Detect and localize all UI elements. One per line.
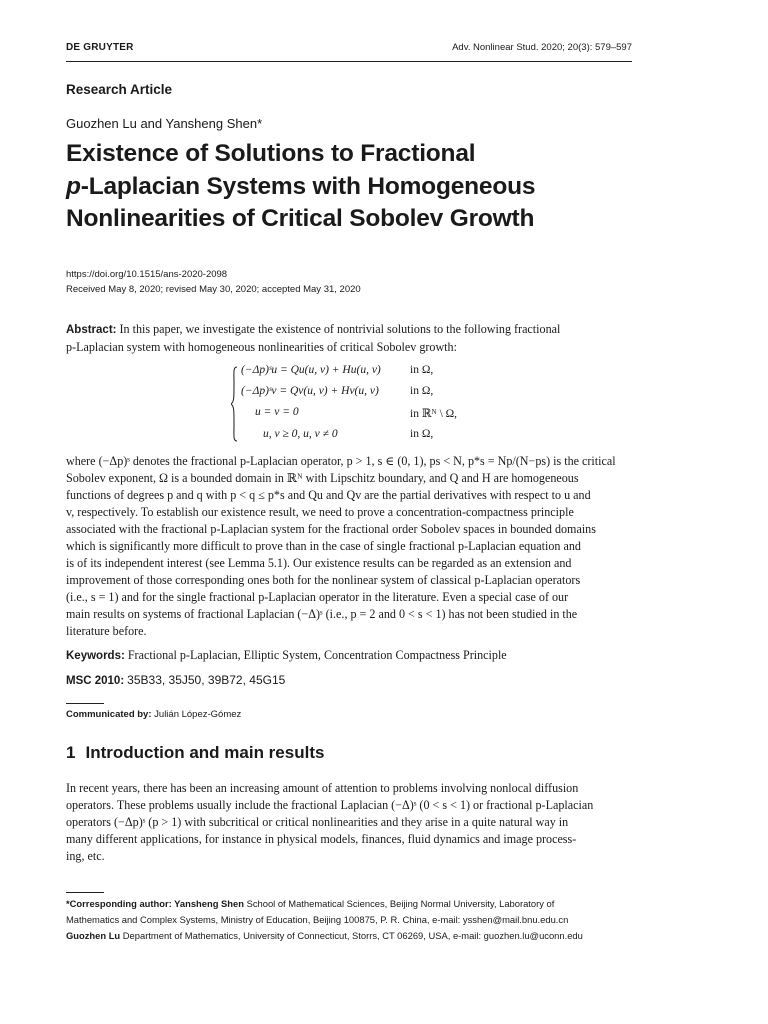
publisher-name: DE GRUYTER (66, 42, 134, 53)
abstract-label: Abstract: (66, 324, 117, 336)
divider (66, 892, 104, 893)
equation-row (241, 364, 491, 382)
footnote-text: School of Mathematical Sciences, Beijing Normal University, Laboratory of (246, 898, 555, 909)
equation-lhs: u, v ≥ 0, u, v ≠ 0 (263, 428, 338, 440)
section-heading (66, 743, 324, 763)
section-title: Introduction and main results (85, 743, 325, 762)
title-line: Existence of Solutions to Fractional (66, 140, 476, 167)
abstract-body-line: v, respectively. To establish our existence result, we need to prove a concentration-compactness principle (66, 505, 574, 519)
abstract (66, 321, 632, 356)
msc-classification (66, 673, 285, 688)
keywords-value: Fractional p-Laplacian, Elliptic System, Concentration Compactness Principle (127, 648, 507, 662)
abstract-body (66, 453, 632, 640)
equation-row (241, 428, 491, 446)
footnote-text: Mathematics and Complex Systems, Ministry of Education, Beijing 100875, P. R. China, e-mail: ysshen@mail.bnu.edu.cn (66, 914, 569, 926)
title-italic-p: p (66, 172, 81, 200)
intro-line: operators. These problems usually include the fractional Laplacian (−Δ)ˢ (0 < s < 1) or fractional p-Laplacian (66, 798, 594, 812)
abstract-line (66, 321, 632, 339)
footnote-line (66, 896, 632, 912)
equation-system (231, 364, 491, 446)
article-meta (66, 267, 361, 297)
section-number: 1 (66, 743, 76, 762)
equation-domain: in Ω, (410, 385, 434, 397)
footnotes (66, 896, 632, 945)
equation-row (241, 406, 491, 424)
intro-paragraph (66, 780, 632, 865)
abstract-body-line: associated with the fractional p-Laplacian system for the fractional order Sobolev spaces in bounded domains (66, 522, 596, 536)
journal-citation: Adv. Nonlinear Stud. 2020; 20(3): 579–597 (452, 42, 632, 53)
running-header (66, 42, 632, 62)
abstract-body-line: main results on systems of fractional Laplacian (−Δ)ˢ (i.e., p = 2 and 0 < s < 1) has not been studied in the (66, 607, 578, 621)
msc-label: MSC 2010: (66, 675, 125, 687)
equation-lhs: u = v = 0 (255, 406, 299, 418)
abstract-intro-line: p-Laplacian system with homogeneous nonlinearities of critical Sobolev growth: (66, 340, 457, 354)
title-line-rest: -Laplacian Systems with Homogeneous (80, 172, 536, 200)
abstract-body-line: where (−Δp)ˢ denotes the fractional p-Laplacian operator, p > 1, s ∈ (0, 1), ps < N, p*s = Np/(N−ps) is the critical (66, 454, 616, 468)
footnote-line (66, 928, 632, 944)
equation-domain: in ℝᴺ \ Ω, (410, 408, 458, 420)
authors: Guozhen Lu and Yansheng Shen* (66, 116, 263, 131)
footnote-label: Guozhen Lu (66, 930, 121, 942)
paper-title (66, 138, 636, 236)
divider (66, 703, 104, 704)
doi-link[interactable]: https://doi.org/10.1515/ans-2020-2098 (66, 269, 228, 280)
abstract-body-line: literature before. (66, 624, 147, 638)
equation-domain: in Ω, (410, 364, 434, 376)
equation-domain: in Ω, (410, 428, 434, 440)
keywords-label: Keywords: (66, 650, 125, 662)
abstract-body-line: functions of degrees p and q with p < q ≤ p*s and Qu and Qv are the partial derivatives with respect to u and (66, 488, 591, 502)
abstract-body-line: (i.e., s = 1) and for the single fractional p-Laplacian operator in the literature. Even a special case of our (66, 590, 569, 604)
brace-icon (231, 366, 238, 442)
footnote-text: Department of Mathematics, University of Connecticut, Storrs, CT 06269, USA, e-mail: guozhen.lu@uconn.edu (122, 930, 583, 942)
history-dates: Received May 8, 2020; revised May 30, 2020; accepted May 31, 2020 (66, 284, 361, 295)
intro-line: ing, etc. (66, 849, 105, 863)
abstract-body-line: is of its independent interest (see Lemma 5.1). Our existence results can be regarded as an extension and (66, 556, 572, 570)
abstract-body-line: which is significantly more difficult to prove than in the case of single fractional p-Laplacian equation and (66, 539, 581, 553)
equation-row (241, 385, 491, 403)
keywords (66, 648, 632, 663)
title-line (66, 171, 636, 204)
intro-line: operators (−Δp)ˢ (p > 1) with subcritical or critical nonlinearities and they arise in a quite natural way in (66, 815, 569, 829)
equation-lhs: (−Δp)ˢu = Qu(u, v) + Hu(u, v) (241, 364, 381, 376)
intro-line: In recent years, there has been an increasing amount of attention to problems involving nonlocal diffusion (66, 781, 579, 795)
footnote-label: *Corresponding author: Yansheng Shen (66, 898, 244, 909)
msc-value: 35B33, 35J50, 39B72, 45G15 (127, 673, 286, 687)
communicated-label: Communicated by: (66, 709, 152, 720)
abstract-body-line: improvement of those corresponding ones both for the nonlinear system of classical p-Laplacian operators (66, 573, 581, 587)
abstract-intro-line: In this paper, we investigate the existence of nontrivial solutions to the following fractional (119, 322, 561, 336)
intro-line: many different applications, for instance in physical models, finances, fluid dynamics and image process- (66, 832, 577, 846)
communicated-by (66, 709, 241, 720)
abstract-body-line: Sobolev exponent, Ω is a bounded domain in ℝᴺ with Lipschitz boundary, and Q and H are homogeneous (66, 471, 579, 485)
title-line: Nonlinearities of Critical Sobolev Growth (66, 205, 535, 232)
communicated-value: Julián López-Gómez (154, 709, 242, 720)
equation-lhs: (−Δp)ˢv = Qv(u, v) + Hv(u, v) (241, 385, 379, 397)
article-type: Research Article (66, 82, 173, 97)
